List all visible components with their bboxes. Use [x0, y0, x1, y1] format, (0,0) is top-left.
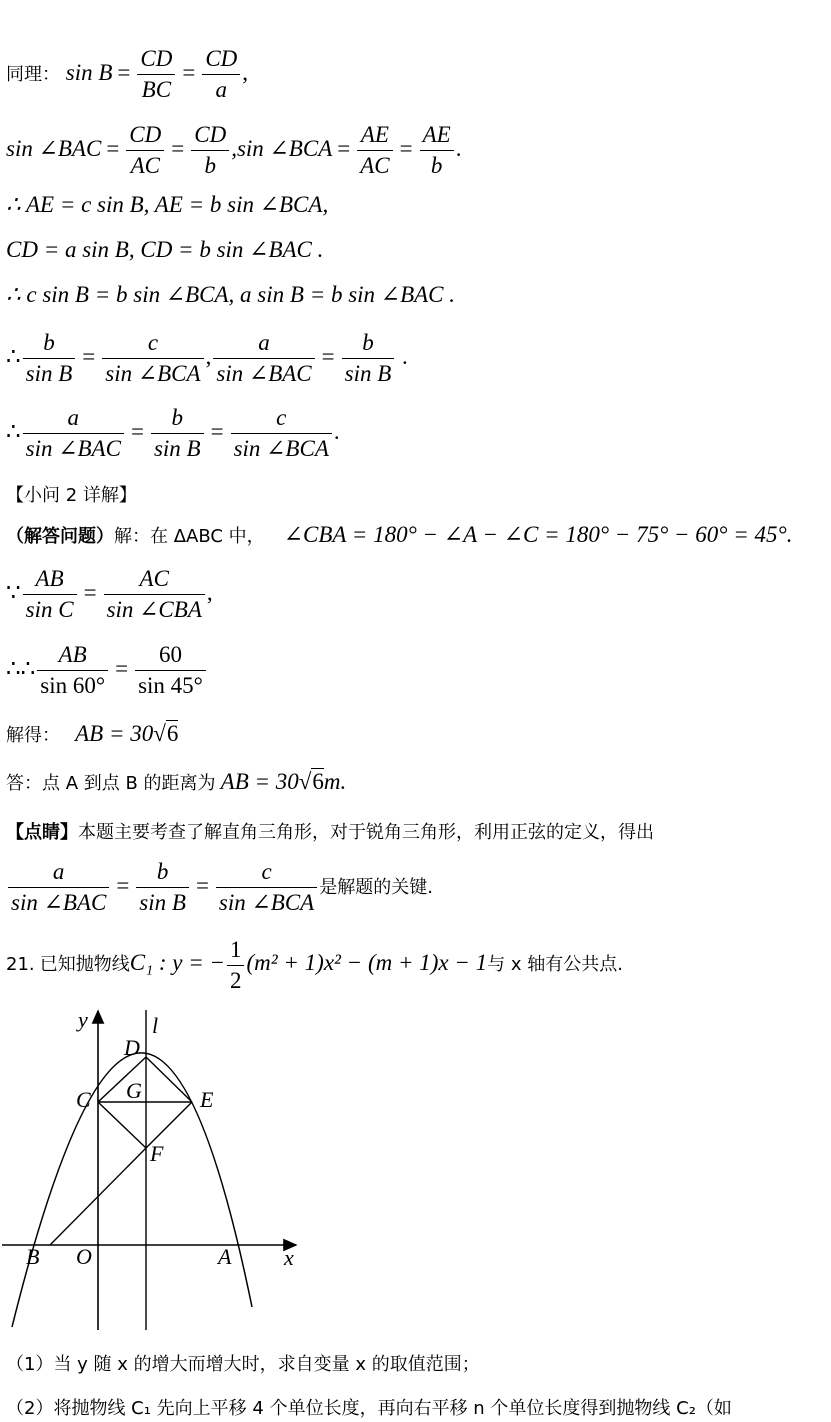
eq-ratio-pairs: ∴ $\frac{b}{\text{sin B}}$ = $\frac{c}{\text{sin ∠BCA}}$ , $\frac{a}{\text{sin ∠BAC}}$ = $\frac{b}{\text{sin B}}$ .	[6, 328, 408, 389]
label-E: E	[200, 1087, 214, 1112]
because-ratio: ∵ $\frac{AB}{\text{sin C}}$ = $\frac{AC}{\text{sin ∠CBA}}$ ,	[6, 564, 213, 625]
question-2: （2）将抛物线 C₁ 先向上平移 4 个单位长度，再向右平移 n 个单位长度得到抛物线 C₂（如	[6, 1398, 732, 1419]
lhs: sin B	[65, 59, 113, 85]
fraction: $\frac{c}{\text{sin ∠BCA}}$	[231, 403, 332, 464]
eq-sinB-ratio: 同理： sin B = $\frac{CD}{BC}$ = $\frac{CD}{a}$ ,	[6, 44, 248, 105]
fraction: $\frac{b}{\text{sin B}}$	[23, 328, 76, 389]
comment-line: 【点睛】本题主要考查了解直角三角形，对于锐角三角形，利用正弦的定义，得出	[6, 822, 654, 843]
fraction: $\frac{AB}{\text{sin C}}$	[23, 564, 77, 625]
label-O: O	[76, 1244, 92, 1269]
label-G: G	[126, 1078, 142, 1103]
segment-CF	[98, 1102, 146, 1148]
fraction: $\frac{AB}{\sin 60^\circ}$	[37, 640, 108, 701]
fraction: $\frac{a}{\text{sin ∠BAC}}$	[23, 403, 124, 464]
fraction: $\frac{b}{\text{sin B}}$	[136, 857, 189, 918]
therefore-ratio: ∴∴ $\frac{AB}{\sin 60^\circ}$ = $\frac{60}{\sin 45^\circ}$	[6, 640, 208, 701]
eq-law-of-sines: ∴ $\frac{a}{\text{sin ∠BAC}}$ = $\frac{b}{\text{sin B}}$ = $\frac{c}{\text{sin ∠BCA}}$ .	[6, 403, 340, 464]
fraction: $\frac{c}{\text{sin ∠BCA}}$	[102, 328, 203, 389]
label-l: l	[152, 1013, 159, 1038]
label-y: y	[78, 1007, 88, 1032]
fraction: $\frac{CD}{a}$	[202, 44, 240, 105]
answer-line: 答：点 A 到点 B 的距离为 AB = 30√6m.	[6, 769, 347, 794]
label-x: x	[284, 1245, 294, 1270]
fraction: $\frac{c}{\text{sin ∠BCA}}$	[216, 857, 317, 918]
label-A: A	[218, 1244, 232, 1269]
section-heading: 【小问 2 详解】	[6, 485, 137, 506]
fraction: $\frac{60}{\sin 45^\circ}$	[135, 640, 206, 701]
problem-21-statement: 21. 已知抛物线C₁ : y = − $\frac{1}{2}$ (m² + 1)x² − (m + 1)x − 1与 x 轴有公共点.	[6, 935, 623, 996]
angle-equation: ∠CBA = 180° − ∠A − ∠C = 180° − 75° − 60° = 45°.	[283, 522, 793, 547]
fraction: $\frac{CD}{AC}$	[126, 120, 164, 181]
fraction: $\frac{CD}{BC}$	[137, 44, 175, 105]
segment-DE	[146, 1057, 192, 1102]
similarly-label: 同理：	[6, 63, 60, 85]
question-1: （1）当 y 随 x 的增大而增大时，求自变量 x 的取值范围；	[6, 1354, 480, 1375]
fraction: $\frac{b}{\text{sin B}}$	[342, 328, 395, 389]
eq-line5: ∴ c sin B = b sin ∠BCA, a sin B = b sin ∠BAC .	[6, 282, 456, 307]
solved-line: 解得： AB = 30√6	[6, 721, 179, 746]
eq-line4: CD = a sin B, CD = b sin ∠BAC .	[6, 237, 324, 262]
label-D: D	[124, 1035, 140, 1060]
fraction: $\frac{b}{\text{sin B}}$	[151, 403, 204, 464]
fraction: $\frac{1}{2}$	[227, 935, 245, 996]
fraction: $\frac{CD}{b}$	[191, 120, 229, 181]
fraction: $\frac{AE}{b}$	[420, 120, 454, 181]
parabola-figure	[0, 1005, 320, 1335]
solve-angle-line: （解答问题）解：在 ΔABC 中， ∠CBA = 180° − ∠A − ∠C = 180° − 75° − 60° = 45°.	[6, 522, 793, 547]
fraction: $\frac{AC}{\text{sin ∠CBA}}$	[104, 564, 205, 625]
label-B: B	[26, 1244, 40, 1269]
label-F: F	[150, 1141, 164, 1166]
comment-formula: $\frac{a}{\text{sin ∠BAC}}$ = $\frac{b}{\text{sin B}}$ = $\frac{c}{\text{sin ∠BCA}}$ 是解题的关键.	[6, 857, 433, 918]
fraction: $\frac{a}{\text{sin ∠BAC}}$	[213, 328, 314, 389]
label-C: C	[76, 1087, 91, 1112]
fraction: $\frac{AE}{AC}$	[357, 120, 392, 181]
eq-sin-angles: sin ∠BAC = $\frac{CD}{AC}$ = $\frac{CD}{b}$ ,sin ∠BCA = $\frac{AE}{AC}$ = $\frac{AE}{b}$ .	[6, 120, 461, 181]
eq-line3: ∴ AE = c sin B, AE = b sin ∠BCA,	[6, 192, 329, 217]
fraction: $\frac{a}{\text{sin ∠BAC}}$	[8, 857, 109, 918]
